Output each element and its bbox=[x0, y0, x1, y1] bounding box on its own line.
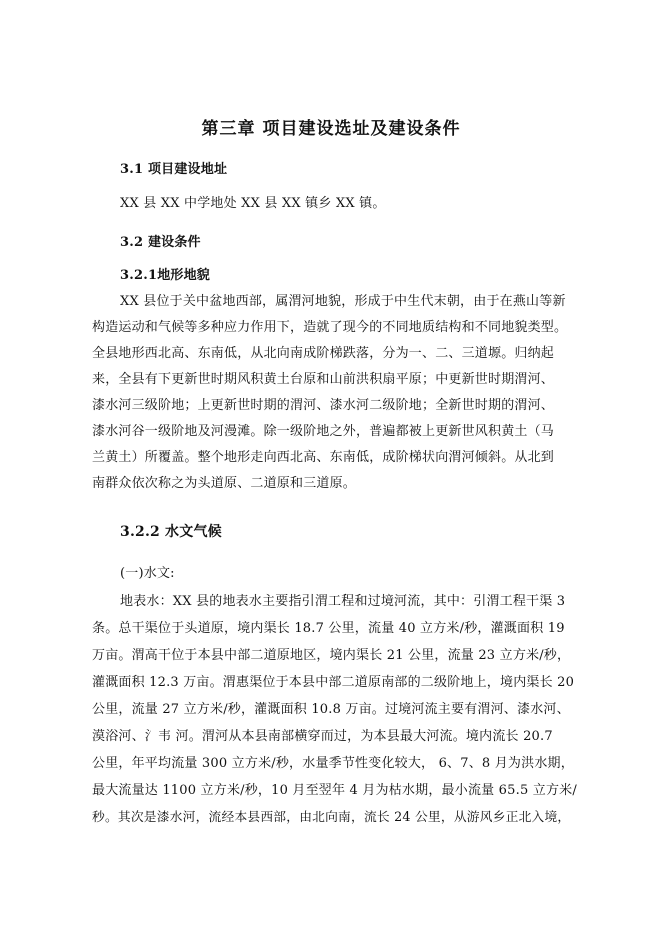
section-heading-3-2-2: 3.2.2 水文气候 bbox=[120, 524, 222, 540]
chapter-title: 第三章 项目建设选址及建设条件 bbox=[201, 119, 461, 139]
paragraph-line: XX 县位于关中盆地西部，属渭河地貌，形成于中生代末朝，由于在燕山等新 bbox=[120, 294, 566, 309]
paragraph-line: 地表水：XX 县的地表水主要指引渭工程和过境河流，其中：引渭工程干渠 3 bbox=[120, 594, 566, 609]
subsection-label: (一)水文: bbox=[120, 566, 175, 581]
paragraph-line: 构造运动和气候等多种应力作用下，造就了现今的不同地质结构和不同地貌类型。 bbox=[92, 320, 568, 335]
section-heading-3-1: 3.1 项目建设地址 bbox=[120, 162, 228, 177]
paragraph-line: 万亩。渭高干位于本县中部二道原地区，境内渠长 21 公里，流量 23 立方米/秒， bbox=[92, 648, 571, 663]
section-heading-3-2-1: 3.2.1地形地貌 bbox=[120, 268, 210, 283]
paragraph-line: 漆水河三级阶地；上更新世时期的渭河、漆水河二级阶地；全新世时期的渭河、 bbox=[92, 398, 555, 413]
paragraph-line: 秒。其次是漆水河，流经本县西部，由北向南，流长 24 公里，从游风乡正北入境， bbox=[92, 810, 571, 825]
paragraph-line: 最大流量达 1100 立方米/秒，10 月至翌年 4 月为枯水期，最小流量 65.5 立方米/ bbox=[92, 783, 577, 798]
paragraph-line: 漆水河谷一级阶地及河漫滩。除一级阶地之外，普遍都被上更新世风积黄土（马 bbox=[92, 424, 555, 439]
section-heading-3-2: 3.2 建设条件 bbox=[120, 235, 201, 250]
paragraph-line: 来，全县有下更新世时期风积黄土台原和山前洪积扇平原；中更新世时期渭河、 bbox=[92, 372, 555, 387]
section-text-3-1: XX 县 XX 中学地处 XX 县 XX 镇乡 XX 镇。 bbox=[120, 196, 386, 211]
paragraph-line: 灌溉面积 12.3 万亩。渭惠渠位于本县中部二道原南部的二级阶地上，境内渠长 20 bbox=[92, 675, 575, 690]
paragraph-line: 公里，流量 27 立方米/秒，灌溉面积 10.8 万亩。过境河流主要有渭河、漆水河、 bbox=[92, 702, 570, 717]
paragraph-line: 全县地形西北高、东南低，从北向南成阶梯跌落，分为一、二、三道塬。归纳起 bbox=[92, 346, 555, 361]
paragraph-line: 南群众依次称之为头道原、二道原和三道原。 bbox=[92, 476, 357, 491]
paragraph-line: 公里，年平均流量 300 立方米/秒，水量季节性变化较大， 6、7、8 月为洪水期， bbox=[92, 756, 574, 771]
paragraph-line: 条。总干渠位于头道原，境内渠长 18.7 公里，流量 40 立方米/秒，灌溉面积 19 bbox=[92, 621, 565, 636]
paragraph-line: 兰黄土）所覆盖。整个地形走向西北高、东南低，成阶梯状向渭河倾斜。从北到 bbox=[92, 450, 555, 465]
paragraph-line: 漠浴河、氵韦 河。渭河从本县南部横穿而过，为本县最大河流。境内流长 20.7 bbox=[92, 729, 553, 744]
